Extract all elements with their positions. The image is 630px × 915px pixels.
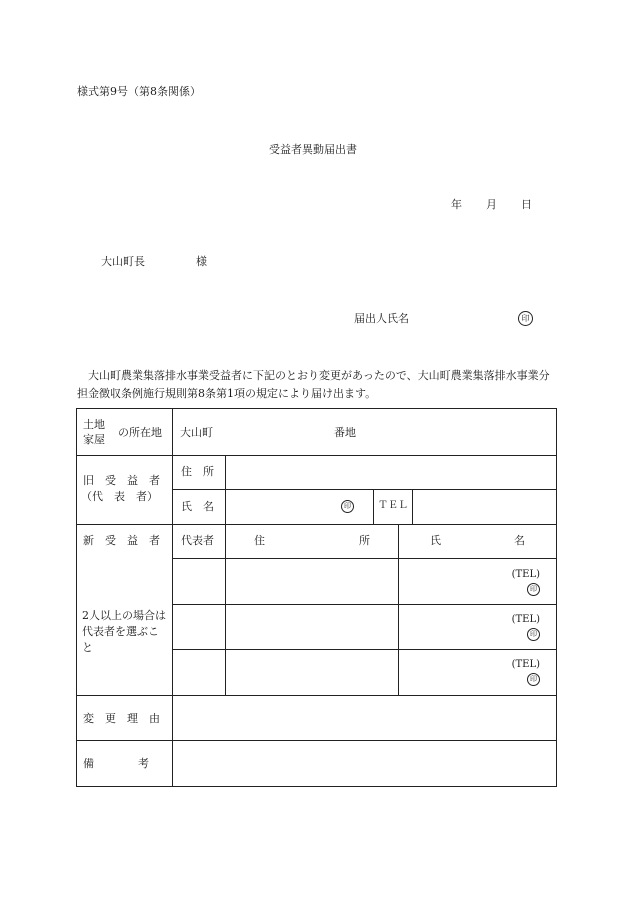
header-address-2: 所 <box>359 534 370 547</box>
old-tel-field[interactable] <box>414 490 555 523</box>
representative-cell[interactable] <box>174 650 224 694</box>
remarks-field[interactable] <box>174 741 555 785</box>
header-representative: 代表者 <box>181 534 214 547</box>
new-beneficiary-note: 2人以上の場合は代表者を選ぶこと <box>82 609 166 654</box>
addressee-honorific: 様 <box>196 255 207 268</box>
date-year: 年 <box>451 198 462 211</box>
name-cell[interactable] <box>400 658 540 686</box>
change-reason-label: 変 更 理 由 <box>83 712 160 725</box>
location-label-suffix: の所在地 <box>118 426 162 439</box>
location-town: 大山町 <box>180 426 213 439</box>
old-name-seal-mark: 印 <box>341 500 354 513</box>
old-address-label: 住 所 <box>181 465 214 478</box>
seal-mark: 印 <box>527 628 540 641</box>
name-cell[interactable] <box>400 613 540 641</box>
seal-mark: 印 <box>527 583 540 596</box>
header-address-1: 住 <box>254 534 265 547</box>
header-name-1: 氏 <box>430 534 441 547</box>
tel-label: (TEL) <box>511 569 540 580</box>
intro-paragraph: 大山町農業集落排水事業受益者に下記のとおり変更があったので、大山町農業集落排水事業分担金徴収条例施行規則第8条第1項の規定により届け出ます。 <box>77 369 550 400</box>
location-label-land: 土地 <box>83 418 105 431</box>
tel-label: (TEL) <box>511 659 540 670</box>
form-number: 様式第9号（第8条関係） <box>77 85 201 98</box>
representative-cell[interactable] <box>174 605 224 648</box>
old-address-field[interactable] <box>227 456 555 488</box>
address-cell[interactable] <box>227 605 397 648</box>
seal-mark: 印 <box>527 673 540 686</box>
applicant-name-label: 届出人氏名 <box>354 312 409 325</box>
date-day: 日 <box>521 198 532 211</box>
name-cell[interactable] <box>400 568 540 596</box>
representative-cell[interactable] <box>174 559 224 603</box>
location-label-house: 家屋 <box>83 433 105 446</box>
address-cell[interactable] <box>227 559 397 603</box>
seal-mark: 印 <box>518 311 533 326</box>
addressee-name: 大山町長 <box>101 255 145 268</box>
address-cell[interactable] <box>227 650 397 694</box>
document-title: 受益者異動届出書 <box>269 143 357 156</box>
date-month: 月 <box>486 198 497 211</box>
old-beneficiary-label: 旧 受 益 者 <box>83 474 160 487</box>
location-banchi: 番地 <box>334 426 356 439</box>
new-beneficiary-label: 新 受 益 者 <box>83 534 160 547</box>
header-name-2: 名 <box>514 534 525 547</box>
remarks-label: 備 考 <box>83 757 149 770</box>
old-tel-label: ＴＥＬ <box>378 500 408 511</box>
tel-label: (TEL) <box>511 614 540 625</box>
old-name-label: 氏 名 <box>181 500 214 513</box>
old-beneficiary-representative-label: （代 表 者） <box>81 490 158 503</box>
change-reason-field[interactable] <box>174 696 555 739</box>
